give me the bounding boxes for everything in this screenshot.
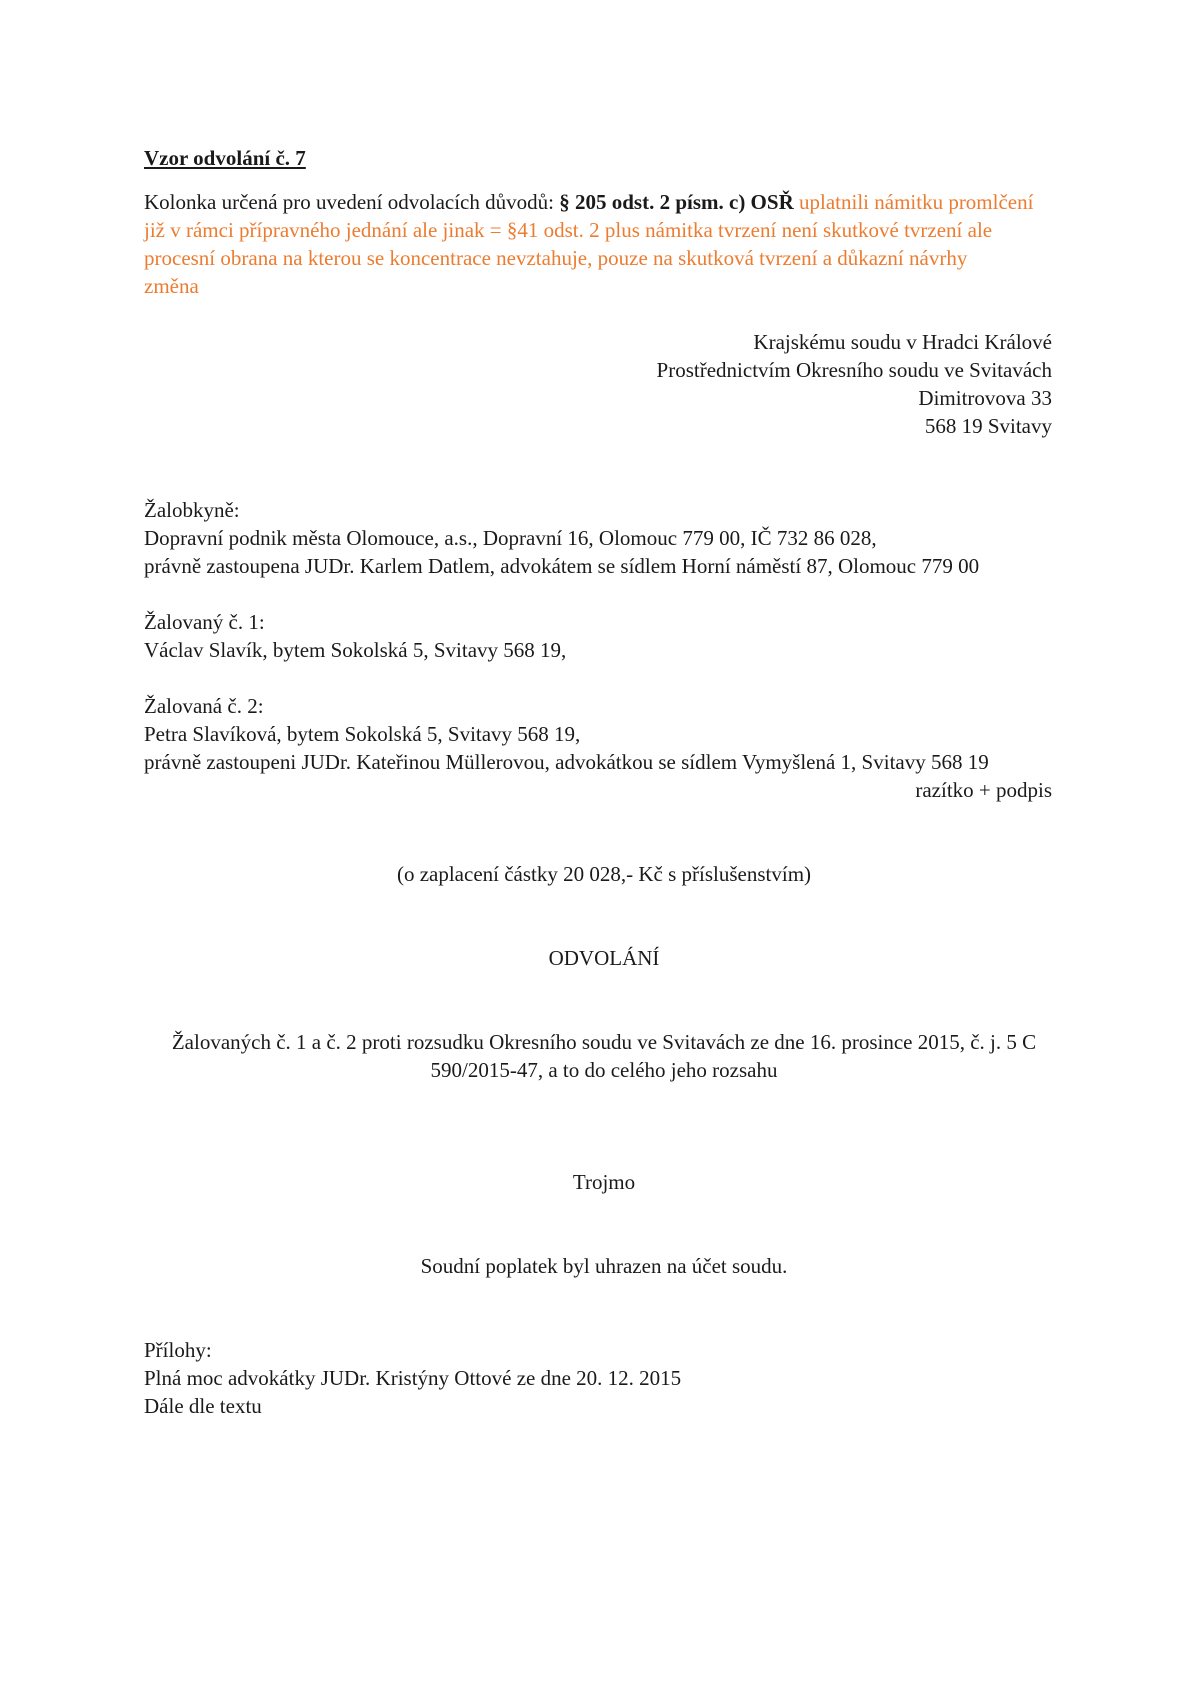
document-body	[144, 144, 1064, 1420]
addressee-line: Krajskému soudu v Hradci Králové	[753, 330, 1052, 354]
note-basis: § 205 odst. 2 písm. c) OSŘ	[559, 190, 794, 214]
note-change: změna	[144, 274, 199, 298]
defendant-2-representation: právně zastoupeni JUDr. Kateřinou Müllerovou, advokátkou se sídlem Vymyšlená 1, Svitavy 568 19	[144, 750, 989, 774]
defendant-1-block	[144, 608, 1064, 664]
addressee-line: Dimitrovova 33	[918, 386, 1052, 410]
attachment-item: Dále dle textu	[144, 1394, 262, 1418]
heading-text: Vzor odvolání č. 7	[144, 146, 306, 170]
appeal-statement: Žalovaných č. 1 a č. 2 proti rozsudku Okresního soudu ve Svitavách ze dne 16. prosince 2015, č. j. 5 C 590/2015-47, a to do celého jeho rozsahu	[171, 1030, 1037, 1082]
document-heading	[144, 144, 1064, 172]
attachments-label: Přílohy:	[144, 1338, 212, 1362]
defendant-2-line: Petra Slavíková, bytem Sokolská 5, Svitavy 568 19,	[144, 722, 581, 746]
defendant-1-line: Václav Slavík, bytem Sokolská 5, Svitavy 568 19,	[144, 638, 567, 662]
stamp-signature: razítko + podpis	[915, 778, 1052, 802]
attachment-item: Plná moc advokátky JUDr. Kristýny Ottové ze dne 20. 12. 2015	[144, 1366, 682, 1390]
attachments-block	[144, 1336, 1064, 1420]
plaintiff-block	[144, 496, 1044, 580]
note-intro: Kolonka určená pro uvedení odvolacích důvodů:	[144, 190, 560, 214]
defendant-1-label: Žalovaný č. 1:	[144, 610, 265, 634]
document-title: ODVOLÁNÍ	[548, 946, 660, 970]
note-comment: uplatnili námitku promlčení již v rámci přípravného jednání ale jinak = §41 odst. 2 plus námitka tvrzení není skutkové tvrzení ale procesní obrana na kterou se koncentrace nevztahuje, pouze na skutková tvrzení a důkazní návrhy	[144, 190, 1034, 270]
addressee-line: 568 19 Svitavy	[924, 414, 1052, 438]
instruction-note	[144, 188, 1044, 300]
plaintiff-line: Dopravní podnik města Olomouce, a.s., Dopravní 16, Olomouc 779 00, IČ 732 86 028,	[144, 526, 877, 550]
addressee-block	[144, 328, 1052, 440]
defendant-2-block	[144, 692, 1064, 776]
addressee-line: Prostřednictvím Okresního soudu ve Svitavách	[656, 358, 1052, 382]
subject-line: (o zaplacení částky 20 028,- Kč s příslušenstvím)	[396, 862, 812, 886]
plaintiff-representation: právně zastoupena JUDr. Karlem Datlem, advokátem se sídlem Horní náměstí 87, Olomouc 779 00	[144, 554, 980, 578]
copies-note: Trojmo	[572, 1170, 636, 1194]
plaintiff-label: Žalobkyně:	[144, 498, 240, 522]
fee-note: Soudní poplatek byl uhrazen na účet soudu.	[420, 1254, 788, 1278]
defendant-2-label: Žalovaná č. 2:	[144, 694, 264, 718]
